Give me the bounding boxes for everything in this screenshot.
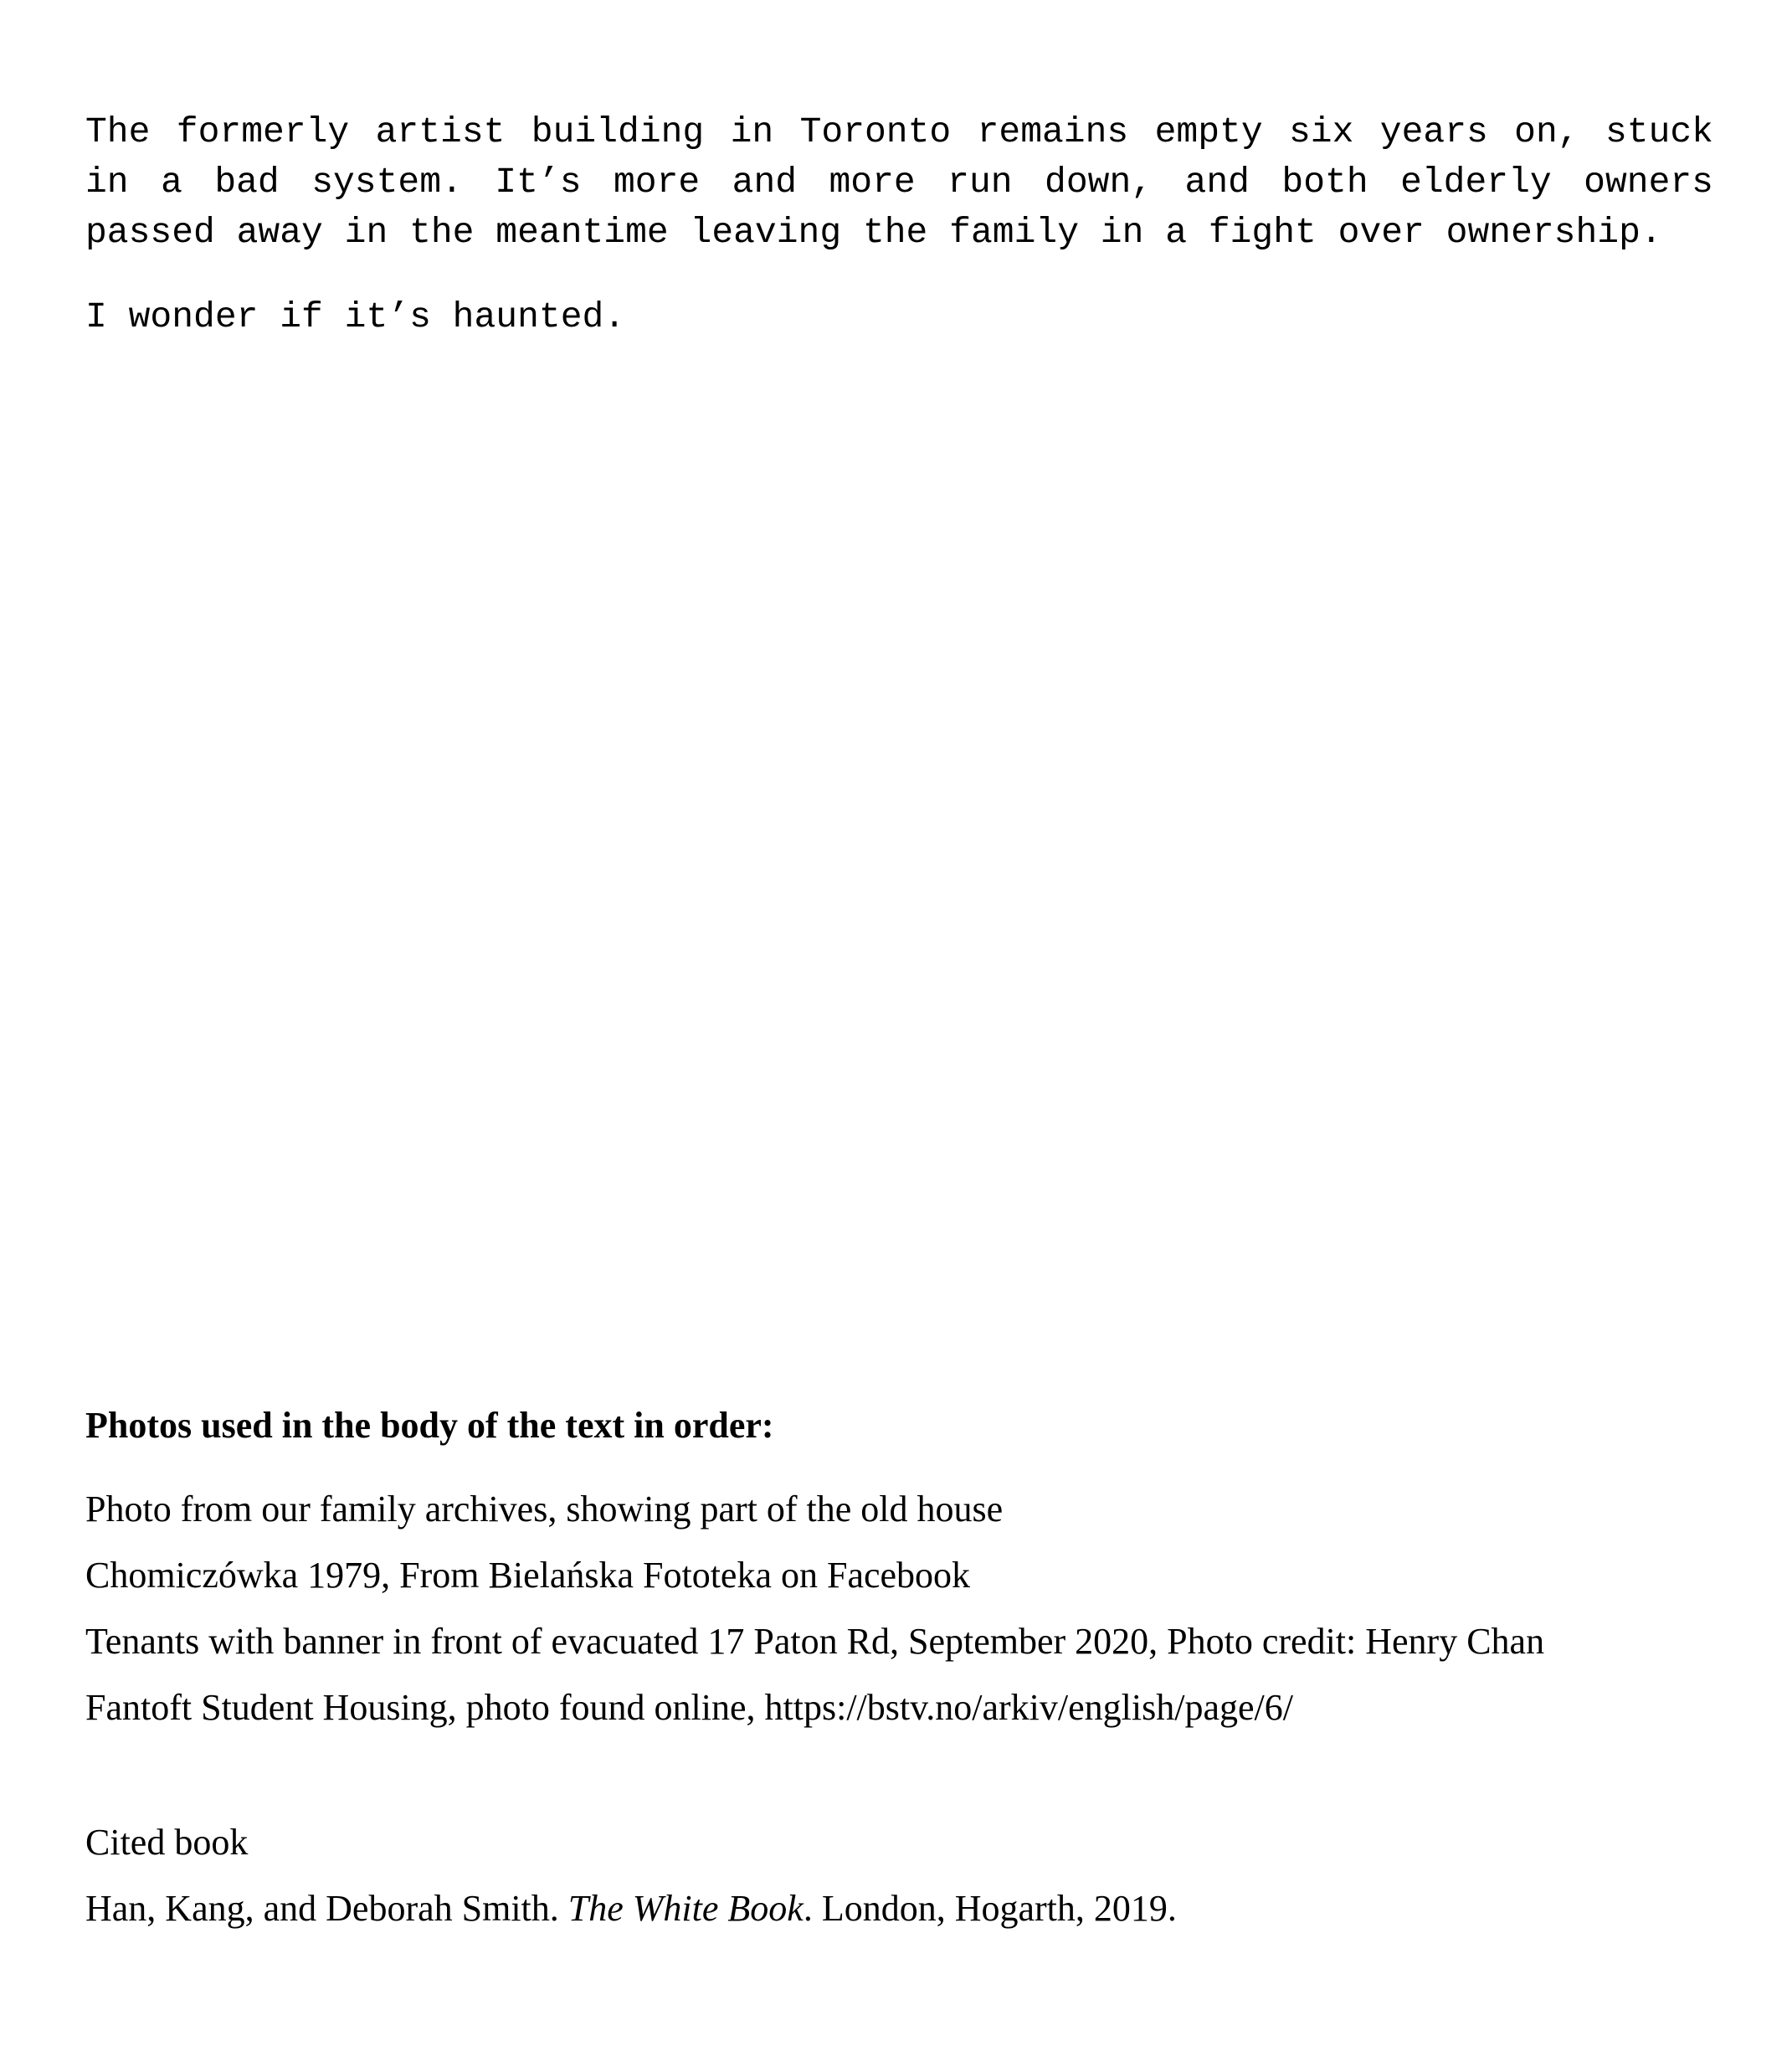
photo-credit-item: Tenants with banner in front of evacuated 17 Paton Rd, September 2020, Photo credit: Henry Chan [85,1621,1545,1662]
citation-authors: Han, Kang, and Deborah Smith. [85,1888,568,1929]
body-paragraph-closing: I wonder if it’s haunted. [85,296,626,337]
body-paragraph: The formerly artist building in Toronto remains empty six years on, stuck in a bad system. It’s more and more run down, and both elderly owners passed away in the meantime leaving the family in a fight over ownership. [85,111,1713,253]
citation-publisher: . London, Hogarth, 2019. [803,1888,1177,1929]
photo-credit-item: Chomiczówka 1979, From Bielańska Fototeka on Facebook [85,1555,971,1596]
photo-credit-item: Fantoft Student Housing, photo found online, https://bstv.no/arkiv/english/page/6/ [85,1687,1293,1728]
citation-title: The White Book [567,1888,804,1929]
book-citation [85,1886,1743,1931]
cited-book-heading: Cited book [85,1822,249,1863]
photo-credit-item: Photo from our family archives, showing part of the old house [85,1488,1004,1530]
photos-heading: Photos used in the body of the text in order: [85,1405,774,1446]
